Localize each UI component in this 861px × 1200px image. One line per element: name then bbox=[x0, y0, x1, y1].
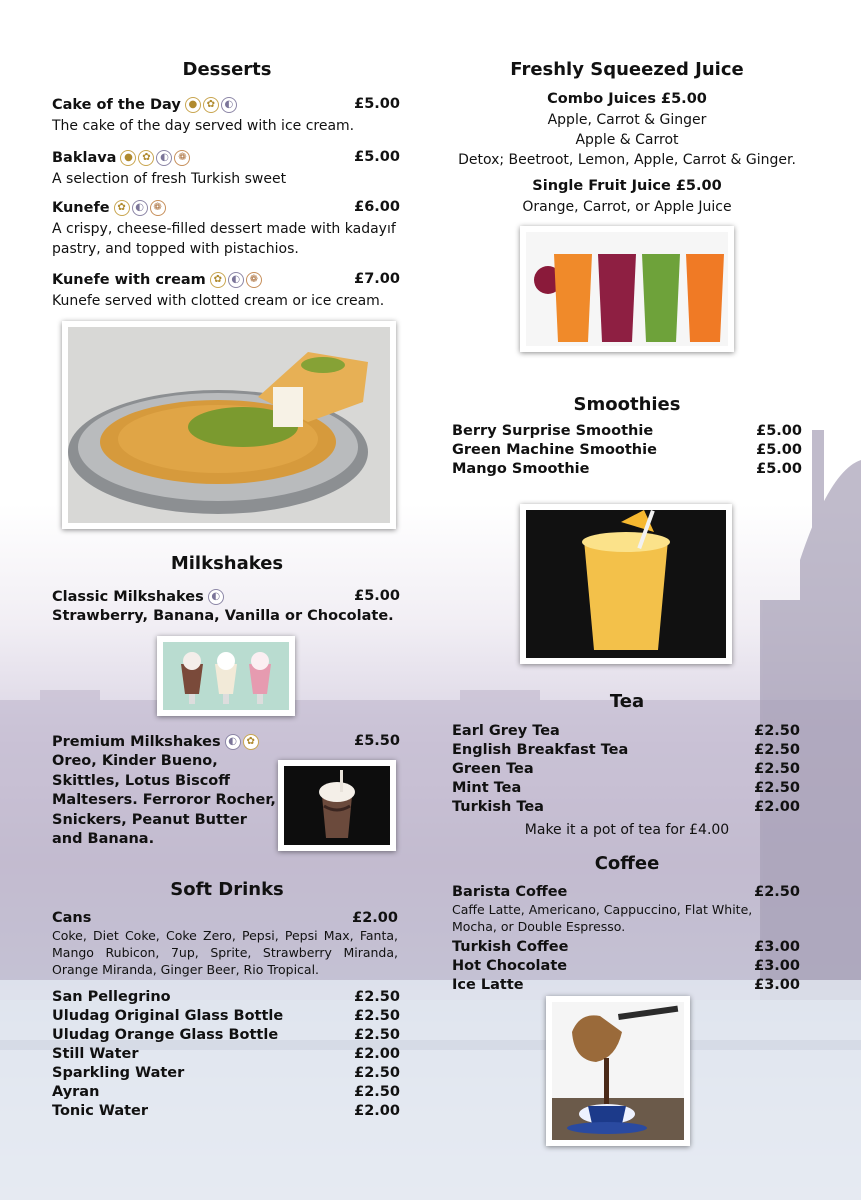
milk-allergen-icon: ◐ bbox=[132, 200, 148, 216]
coffee-list bbox=[452, 937, 800, 994]
barista-coffee-name: Barista Coffee bbox=[452, 884, 568, 900]
barista-coffee-price: £2.50 bbox=[754, 884, 800, 900]
egg-allergen-icon: ● bbox=[185, 97, 201, 113]
nuts-allergen-icon: ❁ bbox=[174, 150, 190, 166]
smoothie-price: £5.00 bbox=[756, 460, 802, 477]
soft-drink-name: Tonic Water bbox=[52, 1102, 149, 1119]
tea-price: £2.50 bbox=[754, 722, 800, 739]
soft-drink-name: Sparkling Water bbox=[52, 1064, 185, 1081]
tea-row bbox=[452, 797, 800, 816]
juice-section bbox=[452, 89, 802, 217]
premium-flavours-line: Skittles, Lotus Biscoff bbox=[52, 772, 231, 789]
soft-drinks-title: Soft Drinks bbox=[170, 879, 284, 900]
cans-item bbox=[52, 910, 398, 978]
coffee-row bbox=[452, 937, 800, 956]
soft-drink-name: Still Water bbox=[52, 1045, 139, 1062]
premium-milkshakes-price: £5.50 bbox=[354, 732, 400, 749]
dessert-description: A selection of fresh Turkish sweet bbox=[52, 171, 287, 187]
dessert-name: Cake of the Day bbox=[52, 97, 181, 113]
coffee-name: Hot Chocolate bbox=[452, 957, 568, 974]
smoothie-name: Green Machine Smoothie bbox=[452, 441, 657, 458]
dessert-item bbox=[52, 94, 400, 136]
premium-milkshakes-name: Premium Milkshakes bbox=[52, 734, 221, 750]
milkshakes-title: Milkshakes bbox=[170, 553, 284, 574]
classic-milkshakes-item bbox=[52, 586, 400, 624]
dessert-description: The cake of the day served with ice cream. bbox=[52, 118, 355, 134]
tea-price: £2.50 bbox=[754, 741, 800, 758]
egg-allergen-icon: ● bbox=[120, 150, 136, 166]
barista-coffee-item bbox=[452, 884, 800, 935]
combo-juice-line: Detox; Beetroot, Lemon, Apple, Carrot & Ginger. bbox=[458, 152, 796, 168]
premium-flavours-line: Maltesers. Ferroror Rocher, bbox=[52, 792, 276, 808]
tea-price: £2.50 bbox=[754, 779, 800, 796]
soft-drink-price: £2.50 bbox=[354, 1064, 400, 1081]
gluten-allergen-icon: ✿ bbox=[138, 150, 154, 166]
milk-allergen-icon: ◐ bbox=[156, 150, 172, 166]
coffee-price: £3.00 bbox=[754, 957, 800, 974]
cans-price: £2.00 bbox=[352, 910, 398, 926]
milk-allergen-icon: ◐ bbox=[228, 272, 244, 288]
smoothie-row bbox=[452, 459, 802, 478]
coffee-name: Turkish Coffee bbox=[452, 938, 569, 955]
coffee-price: £3.00 bbox=[754, 976, 800, 993]
dessert-name: Kunefe with cream bbox=[52, 272, 206, 288]
coffee-row bbox=[452, 975, 800, 994]
classic-milkshakes-name: Classic Milkshakes bbox=[52, 589, 204, 605]
smoothie-name: Berry Surprise Smoothie bbox=[452, 422, 654, 439]
tea-name: Mint Tea bbox=[452, 779, 522, 796]
dessert-price: £7.00 bbox=[354, 270, 400, 287]
tea-pot-note: Make it a pot of tea for £4.00 bbox=[524, 822, 730, 838]
premium-flavours-line: and Banana. bbox=[52, 831, 155, 847]
smoothies-title: Smoothies bbox=[573, 394, 681, 415]
soft-drink-name: Uludag Original Glass Bottle bbox=[52, 1007, 284, 1024]
smoothie-name: Mango Smoothie bbox=[452, 460, 590, 477]
gluten-allergen-icon: ✿ bbox=[243, 734, 259, 750]
dessert-price: £6.00 bbox=[354, 198, 400, 215]
coffee-row bbox=[452, 956, 800, 975]
desserts-title: Desserts bbox=[182, 59, 272, 80]
smoothies-list bbox=[452, 421, 802, 478]
gluten-allergen-icon: ✿ bbox=[210, 272, 226, 288]
classic-milkshakes-flavours: Strawberry, Banana, Vanilla or Chocolate. bbox=[52, 608, 394, 624]
combo-juice-line: Apple, Carrot & Ginger bbox=[547, 112, 707, 128]
dessert-price: £5.00 bbox=[354, 95, 400, 112]
tea-price: £2.00 bbox=[754, 798, 800, 815]
soft-drinks-list bbox=[52, 987, 400, 1120]
nuts-allergen-icon: ❁ bbox=[150, 200, 166, 216]
soft-drink-row bbox=[52, 1082, 400, 1101]
tea-title: Tea bbox=[609, 691, 645, 712]
tea-price: £2.50 bbox=[754, 760, 800, 777]
smoothie-row bbox=[452, 421, 802, 440]
combo-juices-heading: Combo Juices £5.00 bbox=[547, 91, 707, 107]
combo-juice-line: Apple & Carrot bbox=[575, 132, 679, 148]
classic-milkshakes-price: £5.00 bbox=[354, 587, 400, 604]
soft-drink-name: San Pellegrino bbox=[52, 988, 171, 1005]
tea-row bbox=[452, 740, 800, 759]
tea-name: English Breakfast Tea bbox=[452, 741, 629, 758]
dessert-item bbox=[52, 197, 400, 259]
tea-name: Green Tea bbox=[452, 760, 534, 777]
nuts-allergen-icon: ❁ bbox=[246, 272, 262, 288]
gluten-allergen-icon: ✿ bbox=[203, 97, 219, 113]
coffee-title: Coffee bbox=[594, 853, 660, 874]
dessert-description: Kunefe served with clotted cream or ice cream. bbox=[52, 293, 385, 309]
milk-allergen-icon: ◐ bbox=[225, 734, 241, 750]
soft-drink-price: £2.50 bbox=[354, 1007, 400, 1024]
soft-drink-name: Ayran bbox=[52, 1083, 100, 1100]
premium-milkshake-photo bbox=[278, 760, 396, 851]
single-juice-heading: Single Fruit Juice £5.00 bbox=[532, 178, 722, 194]
barista-coffee-description: Caffe Latte, Americano, Cappuccino, Flat White, Mocha, or Double Espresso. bbox=[452, 902, 753, 934]
smoothie-row bbox=[452, 440, 802, 459]
tea-row bbox=[452, 759, 800, 778]
soft-drink-name: Uludag Orange Glass Bottle bbox=[52, 1026, 279, 1043]
juice-title: Freshly Squeezed Juice bbox=[510, 59, 744, 80]
soft-drink-price: £2.00 bbox=[354, 1102, 400, 1119]
cans-description: Coke, Diet Coke, Coke Zero, Pepsi, Pepsi Max, Fanta, Mango Rubicon, 7up, Sprite, Strawberry Miranda, Orange Miranda, Ginger Beer, Rio Tropical. bbox=[52, 928, 398, 977]
soft-drink-row bbox=[52, 1063, 400, 1082]
dessert-price: £5.00 bbox=[354, 148, 400, 165]
smoothie-price: £5.00 bbox=[756, 441, 802, 458]
coffee-price: £3.00 bbox=[754, 938, 800, 955]
soft-drink-price: £2.50 bbox=[354, 988, 400, 1005]
soft-drink-row bbox=[52, 1101, 400, 1120]
single-juice-line: Orange, Carrot, or Apple Juice bbox=[522, 199, 732, 215]
milk-allergen-icon: ◐ bbox=[221, 97, 237, 113]
soft-drink-price: £2.50 bbox=[354, 1026, 400, 1043]
turkish-coffee-photo bbox=[546, 996, 690, 1146]
milk-allergen-icon: ◐ bbox=[208, 589, 224, 605]
tea-name: Earl Grey Tea bbox=[452, 722, 560, 739]
tea-row bbox=[452, 721, 800, 740]
milkshakes-photo bbox=[157, 636, 295, 716]
premium-flavours-line: Oreo, Kinder Bueno, bbox=[52, 753, 218, 769]
soft-drink-price: £2.00 bbox=[354, 1045, 400, 1062]
soft-drink-row bbox=[52, 1006, 400, 1025]
soft-drink-row bbox=[52, 1044, 400, 1063]
soft-drink-row bbox=[52, 987, 400, 1006]
dessert-item bbox=[52, 269, 400, 311]
cans-name: Cans bbox=[52, 910, 92, 926]
dessert-name: Kunefe bbox=[52, 200, 110, 216]
smoothie-photo bbox=[520, 504, 732, 664]
kunefe-photo bbox=[62, 321, 396, 529]
smoothie-price: £5.00 bbox=[756, 422, 802, 439]
juices-photo bbox=[520, 226, 734, 352]
tea-list bbox=[452, 721, 800, 816]
dessert-description: A crispy, cheese-filled dessert made with kadayıf pastry, and topped with pistachios. bbox=[52, 221, 396, 257]
tea-name: Turkish Tea bbox=[452, 798, 544, 815]
gluten-allergen-icon: ✿ bbox=[114, 200, 130, 216]
dessert-item bbox=[52, 147, 400, 189]
tea-row bbox=[452, 778, 800, 797]
coffee-name: Ice Latte bbox=[452, 976, 524, 993]
premium-flavours-line: Snickers, Peanut Butter bbox=[52, 811, 247, 828]
dessert-name: Baklava bbox=[52, 150, 117, 166]
soft-drink-row bbox=[52, 1025, 400, 1044]
soft-drink-price: £2.50 bbox=[354, 1083, 400, 1100]
